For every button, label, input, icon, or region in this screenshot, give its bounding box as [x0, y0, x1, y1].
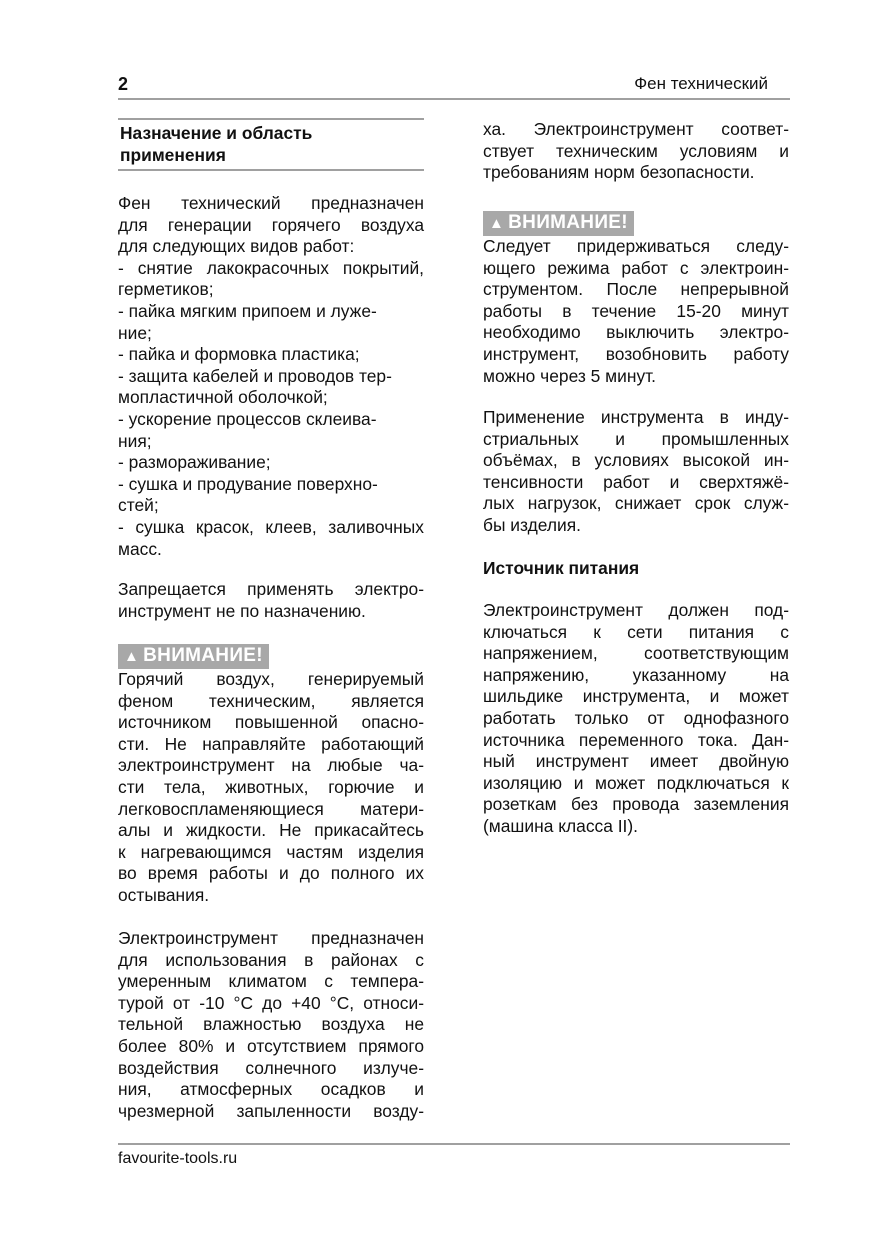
text-line: ключаться к сети питания с: [483, 621, 789, 642]
text-line: мопластичной оболочкой;: [118, 387, 328, 408]
text-line: ствует техническим условиям и: [483, 140, 789, 161]
text-line: ния;: [118, 430, 152, 451]
warning-label: ВНИМАНИЕ!: [508, 212, 628, 233]
industrial-use-paragraph: [483, 407, 789, 537]
text-line: розеткам без провода заземления: [483, 794, 789, 815]
climate-paragraph: [118, 928, 424, 1122]
text-line: Электроинструмент должен под-: [483, 600, 789, 620]
footer-website: favourite-tools.ru: [118, 1150, 238, 1167]
text-line: Электроинструмент предназначен: [118, 928, 424, 948]
warning-triangle-icon: ▲: [124, 648, 140, 665]
text-line: турой от -10 °C до +40 °C, относи-: [118, 992, 424, 1013]
text-line: инструмент не по назначению.: [118, 600, 366, 621]
warning-block-work-mode: [483, 211, 789, 387]
text-line: изоляцию и может подключаться к: [483, 772, 789, 793]
text-line: Применение инструмента в инду-: [483, 407, 789, 427]
section-purpose: [118, 118, 424, 171]
text-line: умеренным климатом с темпера-: [118, 971, 424, 992]
footer-divider: [118, 1143, 790, 1145]
text-line: объёмах, в условиях высокой ин-: [483, 450, 789, 471]
warning-badge: [118, 644, 269, 669]
text-line: масс.: [118, 538, 162, 559]
text-line: - пайка и формовка пластика;: [118, 344, 360, 365]
text-line: феном техническим, является: [118, 690, 424, 711]
warning-block-hot-air: [118, 644, 424, 907]
text-line: (машина класса II).: [483, 815, 638, 836]
text-line: ние;: [118, 322, 152, 343]
heading-line: Назначение и область: [120, 123, 313, 143]
text-line: - защита кабелей и проводов тер-: [118, 365, 392, 386]
text-line: ющего режима работ с электроин-: [483, 257, 789, 278]
heading-line: применения: [120, 144, 226, 165]
text-line: тенсивности работ и сверхтяжё-: [483, 471, 789, 492]
text-line: - ускорение процессов склеива-: [118, 408, 377, 429]
text-line: Следует придерживаться следу-: [483, 236, 789, 256]
text-line: во время работы и до полного их: [118, 863, 424, 884]
text-line: бы изделия.: [483, 514, 581, 535]
section-heading-power: Источник питания: [483, 558, 640, 578]
text-line: легковоспламеняющиеся матери-: [118, 798, 424, 819]
text-line: - сушка красок, клеев, заливочных: [118, 516, 424, 537]
warning-label: ВНИМАНИЕ!: [143, 645, 263, 666]
text-line: стриальных и промышленных: [483, 428, 789, 449]
text-line: ный инструмент имеет двойную: [483, 751, 789, 772]
text-line: для генерации горячего воздуха: [118, 214, 424, 235]
text-line: струментом. После непрерывной: [483, 279, 789, 300]
text-line: стей;: [118, 495, 159, 516]
text-line: - сушка и продувание поверхно-: [118, 473, 378, 494]
text-line: требованиям норм безопасности.: [483, 162, 755, 183]
text-line: электроинструмент на любые ча-: [118, 755, 424, 776]
text-line: Горячий воздух, генерируемый: [118, 669, 424, 689]
continuation-paragraph: [483, 119, 789, 184]
warning-triangle-icon: ▲: [489, 215, 505, 232]
text-line: к нагревающимся частям изделия: [118, 841, 424, 862]
text-line: Запрещается применять электро-: [118, 579, 424, 599]
text-line: - снятие лакокрасочных покрытий,: [118, 257, 424, 278]
page-number: 2: [118, 74, 129, 94]
text-line: напряжением, соответствующим: [483, 643, 789, 664]
text-line: воздействия солнечного излуче-: [118, 1057, 424, 1078]
text-line: для использования в районах с: [118, 949, 424, 970]
text-line: остывания.: [118, 884, 210, 905]
warning-badge: [483, 211, 634, 236]
purpose-paragraph: [118, 193, 424, 560]
text-line: более 80% и отсутствием прямого: [118, 1035, 424, 1056]
text-line: инструмент, возобновить работу: [483, 343, 789, 364]
text-line: герметиков;: [118, 279, 214, 300]
text-line: необходимо выключить электро-: [483, 322, 789, 343]
text-line: алы и жидкости. Не прикасайтесь: [118, 820, 424, 841]
power-paragraph: [483, 600, 789, 838]
text-line: ха. Электроинструмент соответ-: [483, 119, 789, 139]
text-line: работать только от однофазного: [483, 707, 789, 728]
text-line: Фен технический предназначен: [118, 193, 424, 213]
text-line: напряжению, указанному на: [483, 664, 789, 685]
text-line: можно через 5 минут.: [483, 365, 657, 386]
text-line: ния, атмосферных осадков и: [118, 1079, 424, 1100]
text-line: работы в течение 15-20 минут: [483, 300, 789, 321]
prohibition-paragraph: [118, 579, 424, 622]
text-line: сти. Не направляйте работающий: [118, 733, 424, 754]
text-line: тельной влажностью воздуха не: [118, 1014, 424, 1035]
text-line: сти тела, животных, горючие и: [118, 776, 424, 797]
header-divider: [118, 98, 790, 100]
text-line: источника переменного тока. Дан-: [483, 729, 789, 750]
text-line: источником повышенной опасно-: [118, 712, 424, 733]
section-heading-purpose: [118, 118, 424, 171]
text-line: шильдике инструмента, и может: [483, 686, 789, 707]
text-line: - пайка мягким припоем и луже-: [118, 300, 377, 321]
text-line: для следующих видов работ:: [118, 236, 355, 257]
document-title: Фен технический: [634, 74, 768, 93]
text-line: лых нагрузок, снижает срок служ-: [483, 493, 789, 514]
text-line: - размораживание;: [118, 452, 271, 473]
text-line: чрезмерной запыленности возду-: [118, 1100, 424, 1121]
